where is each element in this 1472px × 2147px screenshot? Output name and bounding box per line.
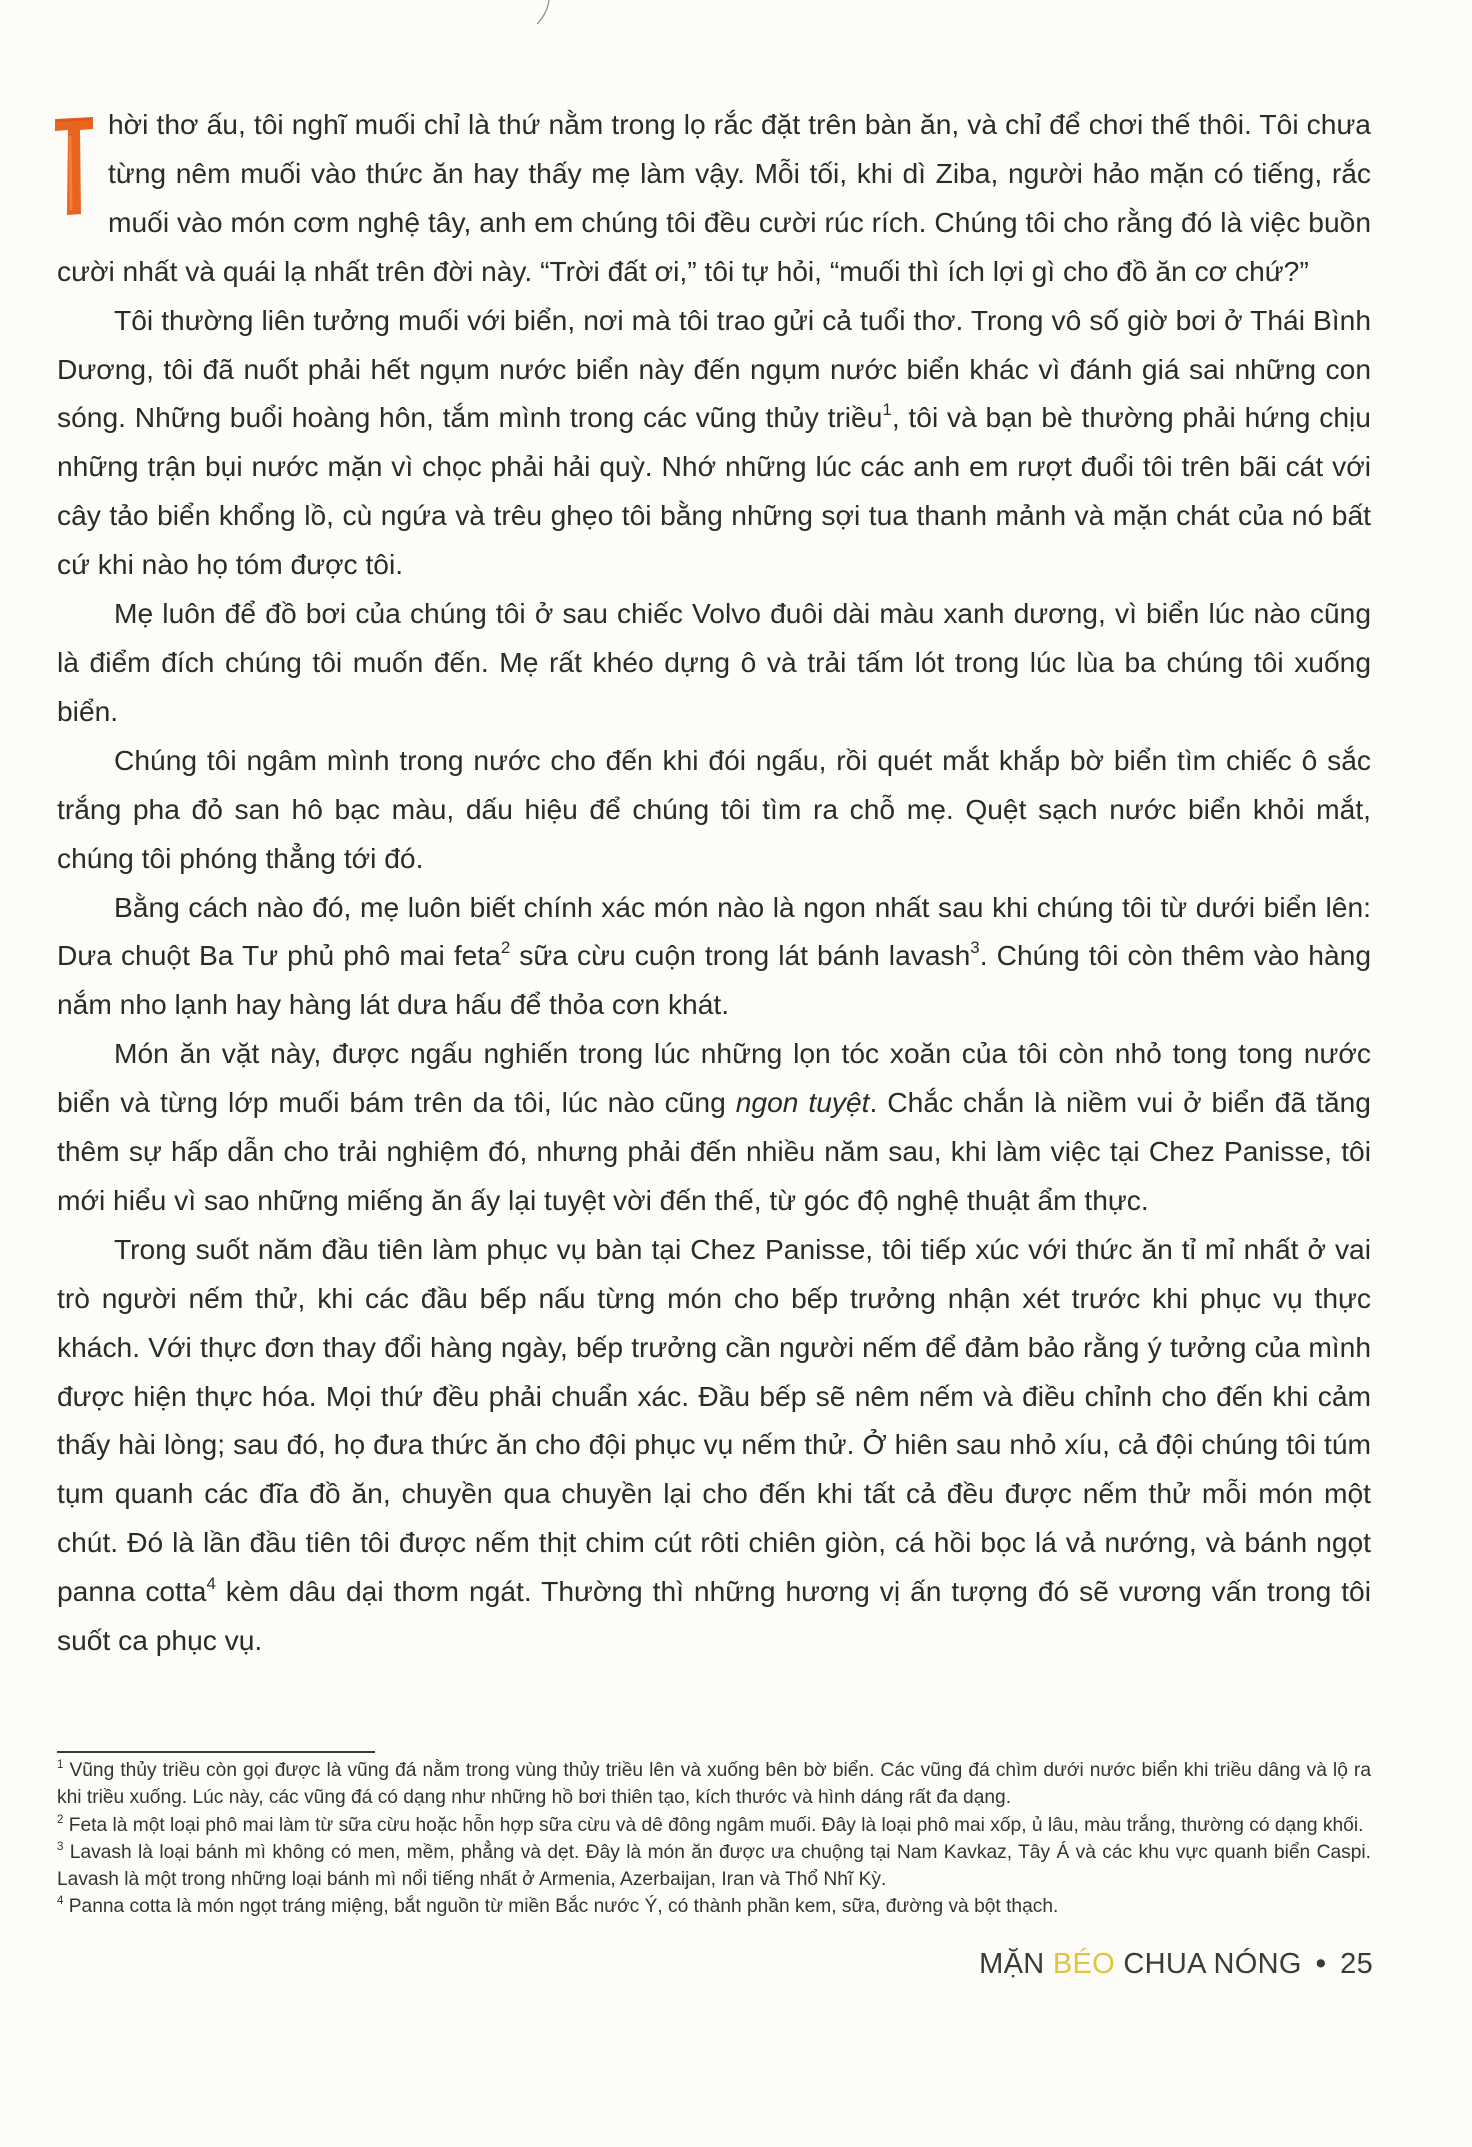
drop-cap-t: [54, 116, 94, 216]
paragraph-text: Mẹ luôn để đồ bơi của chúng tôi ở sau chiếc Volvo đuôi dài màu xanh dương, vì biển lúc nào cũng là điểm đích chúng tôi muốn đến. Mẹ rất khéo dựng ô và trải tấm lót trong lúc lùa ba chúng tôi xuống biển.: [57, 597, 1371, 727]
page-number: 25: [1340, 1948, 1373, 1980]
footnotes: [57, 1757, 1371, 1921]
main-text: [57, 100, 1371, 1665]
paragraph-text: Tôi thường liên tưởng muối với biển, nơi mà tôi trao gửi cả tuổi thơ. Trong vô số giờ bơi ở Thái Bình Dương, tôi đã nuốt phải hết ngụm nước biển này đến ngụm nước biển khác vì đánh giá sai những con sóng. Những buổi hoàng hôn, tắm mình trong các vũng thủy triều: [57, 303, 1371, 434]
footnote-ref-3: 3: [970, 938, 980, 958]
paragraph-2: [57, 296, 1371, 589]
footnote-text: Panna cotta là món ngọt tráng miệng, bắt nguồn từ miền Bắc nước Ý, có thành phần kem, sữa, đường và bột thạch.: [63, 1896, 1059, 1918]
footnote-4: [57, 1893, 1371, 1920]
paragraph-5: [57, 883, 1371, 1030]
running-title-accent: BÉO: [1052, 1948, 1115, 1980]
paragraph-text: sữa cừu cuộn trong lát bánh lavash: [510, 939, 971, 972]
footer-separator: •: [1315, 1948, 1327, 1980]
footnote-number: 3: [57, 1840, 64, 1853]
page-footer: [979, 1948, 1373, 1981]
paragraph-text: Trong suốt năm đầu tiên làm phục vụ bàn tại Chez Panisse, tôi tiếp xúc với thức ăn tỉ mỉ nhất ở vai trò người nếm thử, khi các đầu bếp nấu từng món cho bếp trưởng nhận xét trước khi phục vụ thực khách. Với thực đơn thay đổi hàng ngày, bếp trưởng cần người nếm để đảm bảo rằng ý tưởng của mình được hiện thực hóa. Mọi thứ đều phải chuẩn xác. Đầu bếp sẽ nêm nếm và điều chỉnh cho đến khi cảm thấy hài lòng; sau đó, họ đưa thức ăn cho đội phục vụ nếm thử. Ở hiên sau nhỏ xíu, cả đội chúng tôi túm tụm quanh các đĩa đồ ăn, chuyền qua chuyền lại cho đến khi tất cả đều được nếm thử mỗi món một chút. Đó là lần đầu tiên tôi được nếm thịt chim cút rôti chiên giòn, cá hồi bọc lá vả nướng, và bánh ngọt panna cotta: [57, 1232, 1371, 1608]
footnote-divider: [57, 1751, 375, 1753]
pencil-mark: [535, 0, 555, 28]
footnote-number: 1: [57, 1758, 64, 1771]
running-title: MẶN BÉO CHUA NÓNG: [979, 1948, 1302, 1980]
paragraph-text: , tôi và bạn bè thường phải hứng chịu những trận bụi nước mặn vì chọc phải hải quỳ. Nhớ những lúc các anh em rượt đuổi tôi trên bãi cát với cây tảo biển khổng lồ, cù ngứa và trêu ghẹo tôi bằng những sợi tua thanh mảnh và mặn chát của nó bất cứ khi nào họ tóm được tôi.: [57, 401, 1371, 581]
paragraph-text: hời thơ ấu, tôi nghĩ muối chỉ là thứ nằm trong lọ rắc đặt trên bàn ăn, và chỉ để chơi thế thôi. Tôi chưa từng nêm muối vào thức ăn hay thấy mẹ làm vậy. Mỗi tối, khi dì Ziba, người hảo mặn có tiếng, rắc muối vào món cơm nghệ tây, anh em chúng tôi đều cười rúc rích. Chúng tôi cho rằng đó là việc buồn cười nhất và quái lạ nhất trên đời này. “Trời đất ơi,” tôi tự hỏi, “muối thì ích lợi gì cho đồ ăn cơ chứ?”: [57, 108, 1371, 287]
paragraph-6: [57, 1029, 1371, 1225]
emphasis-text: ngon tuyệt: [735, 1086, 870, 1119]
paragraph-text: . Chúng tôi còn thêm vào hàng nắm nho lạnh hay hàng lát dưa hấu để thỏa cơn khát.: [57, 939, 1371, 1021]
paragraph-1: [57, 100, 1371, 296]
paragraph-text: Bằng cách nào đó, mẹ luôn biết chính xác món nào là ngon nhất sau khi chúng tôi từ dưới biển lên: Dưa chuột Ba Tư phủ phô mai feta: [57, 890, 1371, 972]
paragraph-4: [57, 736, 1371, 883]
footnote-2: [57, 1812, 1371, 1839]
paragraph-text: Chúng tôi ngâm mình trong nước cho đến khi đói ngấu, rồi quét mắt khắp bờ biển tìm chiếc ô sắc trắng pha đỏ san hô bạc màu, dấu hiệu để chúng tôi tìm ra chỗ mẹ. Quệt sạch nước biển khỏi mắt, chúng tôi phóng thẳng tới đó.: [57, 743, 1371, 874]
paragraph-text: kèm dâu dại thơm ngát. Thường thì những hương vị ấn tượng đó sẽ vương vấn trong tôi suốt ca phục vụ.: [57, 1575, 1371, 1657]
footnote-1: [57, 1757, 1371, 1812]
footnote-ref-1: 1: [882, 400, 892, 420]
footnote-text: Lavash là loại bánh mì không có men, mềm, phẳng và dẹt. Đây là món ăn được ưa chuộng tại Nam Kavkaz, Tây Á và các khu vực quanh biển Caspi. Lavash là một trong những loại bánh mì nổi tiếng nhất ở Armenia, Azerbaijan, Iran và Thổ Nhĩ Kỳ.: [57, 1841, 1371, 1891]
footnote-text: Vũng thủy triều còn gọi được là vũng đá nằm trong vùng thủy triều lên và xuống bên bờ biển. Các vũng đá chìm dưới nước biển khi triều dâng và lộ ra khi triều xuống. Lúc này, các vũng đá có dạng như những hồ bơi thiên tạo, kích thước và hình dáng rất đa dạng.: [57, 1760, 1371, 1809]
footnote-ref-2: 2: [500, 938, 511, 958]
footnote-number: 2: [57, 1813, 64, 1826]
paragraph-text: Món ăn vặt này, được ngấu nghiến trong lúc những lọn tóc xoăn của tôi còn nhỏ tong tong nước biển và từng lớp muối bám trên da tôi, lúc nào cũng: [57, 1037, 1371, 1119]
footnote-number: 4: [57, 1895, 64, 1908]
paragraph-text: . Chắc chắn là niềm vui ở biển đã tăng thêm sự hấp dẫn cho trải nghiệm đó, nhưng phải đến nhiều năm sau, khi làm việc tại Chez Panisse, tôi mới hiểu vì sao những miếng ăn ấy lại tuyệt vời đến thế, từ góc độ nghệ thuật ẩm thực.: [57, 1086, 1371, 1216]
footnote-3: [57, 1839, 1371, 1894]
footnote-ref-4: 4: [206, 1574, 216, 1594]
paragraph-3: [57, 589, 1371, 736]
paragraph-7: [57, 1225, 1371, 1665]
footnote-text: Feta là một loại phô mai làm từ sữa cừu hoặc hỗn hợp sữa cừu và dê đông ngâm muối. Đây là loại phô mai xốp, ủ lâu, màu trắng, thường có dạng khối.: [63, 1814, 1364, 1836]
